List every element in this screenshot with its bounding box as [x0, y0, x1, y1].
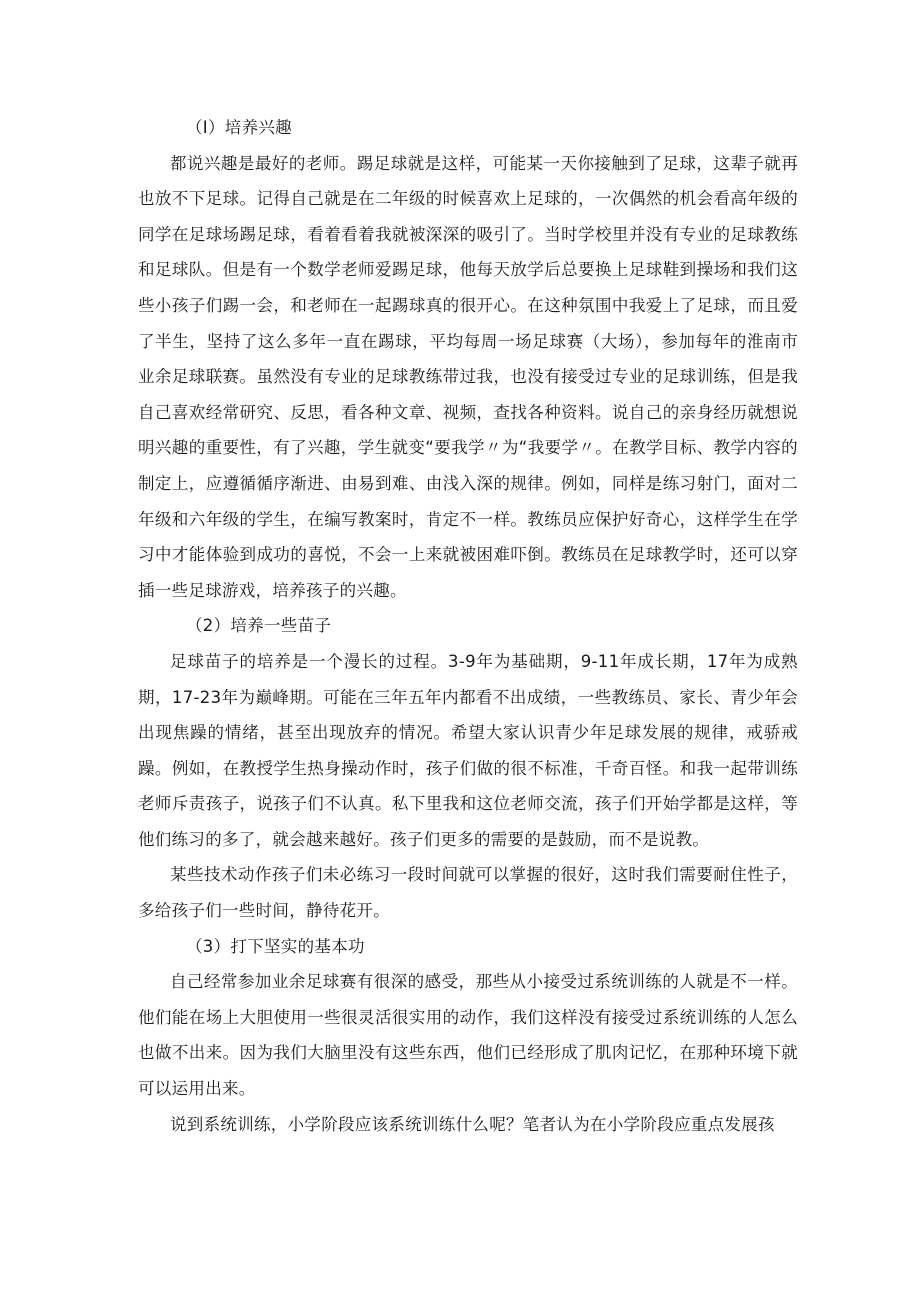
section-heading-fundamentals: （3）打下坚实的基本功 [186, 936, 365, 956]
paragraph-patience: 某些技术动作孩子们未必练习一段时间就可以掌握的很好，这时我们需要耐住性子，多给孩子们一些时间，静待花开。 [138, 865, 798, 921]
section-heading-talent: （2）培养一些苗子 [186, 616, 332, 636]
paragraph-interest: 都说兴趣是最好的老师。踢足球就是这样，可能某一天你接触到了足球，这辈子就再也放不下足球。记得自己就是在二年级的时候喜欢上足球的，一次偶然的机会看高年级的同学在足球场踢足球，看着看着我就被深深的吸引了。当时学校里并没有专业的足球教练和足球队。但是有一个数学老师爱踢足球，他每天放学后总要换上足球鞋到操场和我们这些小孩子们踢一会，和老师在一起踢球真的很开心。在这种氛围中我爱上了足球，而且爱了半生，坚持了这么多年一直在踢球，平均每周一场足球赛（大场），参加每年的淮南市业余足球联赛。虽然没有专业的足球教练带过我，也没有接受过专业的足球训练，但是我自己喜欢经常研究、反思，看各种文章、视频，查找各种资料。说自己的亲身经历就想说明兴趣的重要性，有了兴趣，学生就变“要我学〃为“我要学〃。在教学目标、教学内容的制定上，应遵循循序渐进、由易到难、由浅入深的规律。例如，同样是练习射门，面对二年级和六年级的学生，在编写教案时，肯定不一样。教练员应保护好奇心，这样学生在学习中才能体验到成功的喜悦，不会一上来就被困难吓倒。教练员在足球教学时，还可以穿插一些足球游戏，培养孩子的兴趣。 [138, 153, 798, 600]
document-body [138, 110, 798, 1142]
section-heading-interest: （I）培养兴趣 [186, 118, 292, 137]
paragraph-talent-development: 足球苗子的培养是一个漫长的过程。3-9年为基础期，9-11年成长期，17年为成熟期，17-23年为巅峰期。可能在三年五年内都看不出成绩，一些教练员、家长、青少年会出现焦躁的情绪，甚至出现放弃的情况。希望大家认识青少年足球发展的规律，戒骄戒躁。例如，在教授学生热身操动作时，孩子们做的很不标准，千奇百怪。和我一起带训练老师斥责孩子，说孩子们不认真。私下里我和这位老师交流，孩子们开始学都是这样，等他们练习的多了，就会越来越好。孩子们更多的需要的是鼓励，而不是说教。 [138, 651, 798, 849]
paragraph-systematic-training: 说到系统训练，小学阶段应该系统训练什么呢？笔者认为在小学阶段应重点发展孩 [170, 1114, 775, 1134]
paragraph-fundamentals: 自己经常参加业余足球赛有很深的感受，那些从小接受过系统训练的人就是不一样。他们能在场上大胆使用一些很灵活很实用的动作，我们这样没有接受过系统训练的人怎么也做不出来。因为我们大脑里没有这些东西，他们已经形成了肌肉记忆，在那种环境下就可以运用出来。 [138, 972, 798, 1099]
